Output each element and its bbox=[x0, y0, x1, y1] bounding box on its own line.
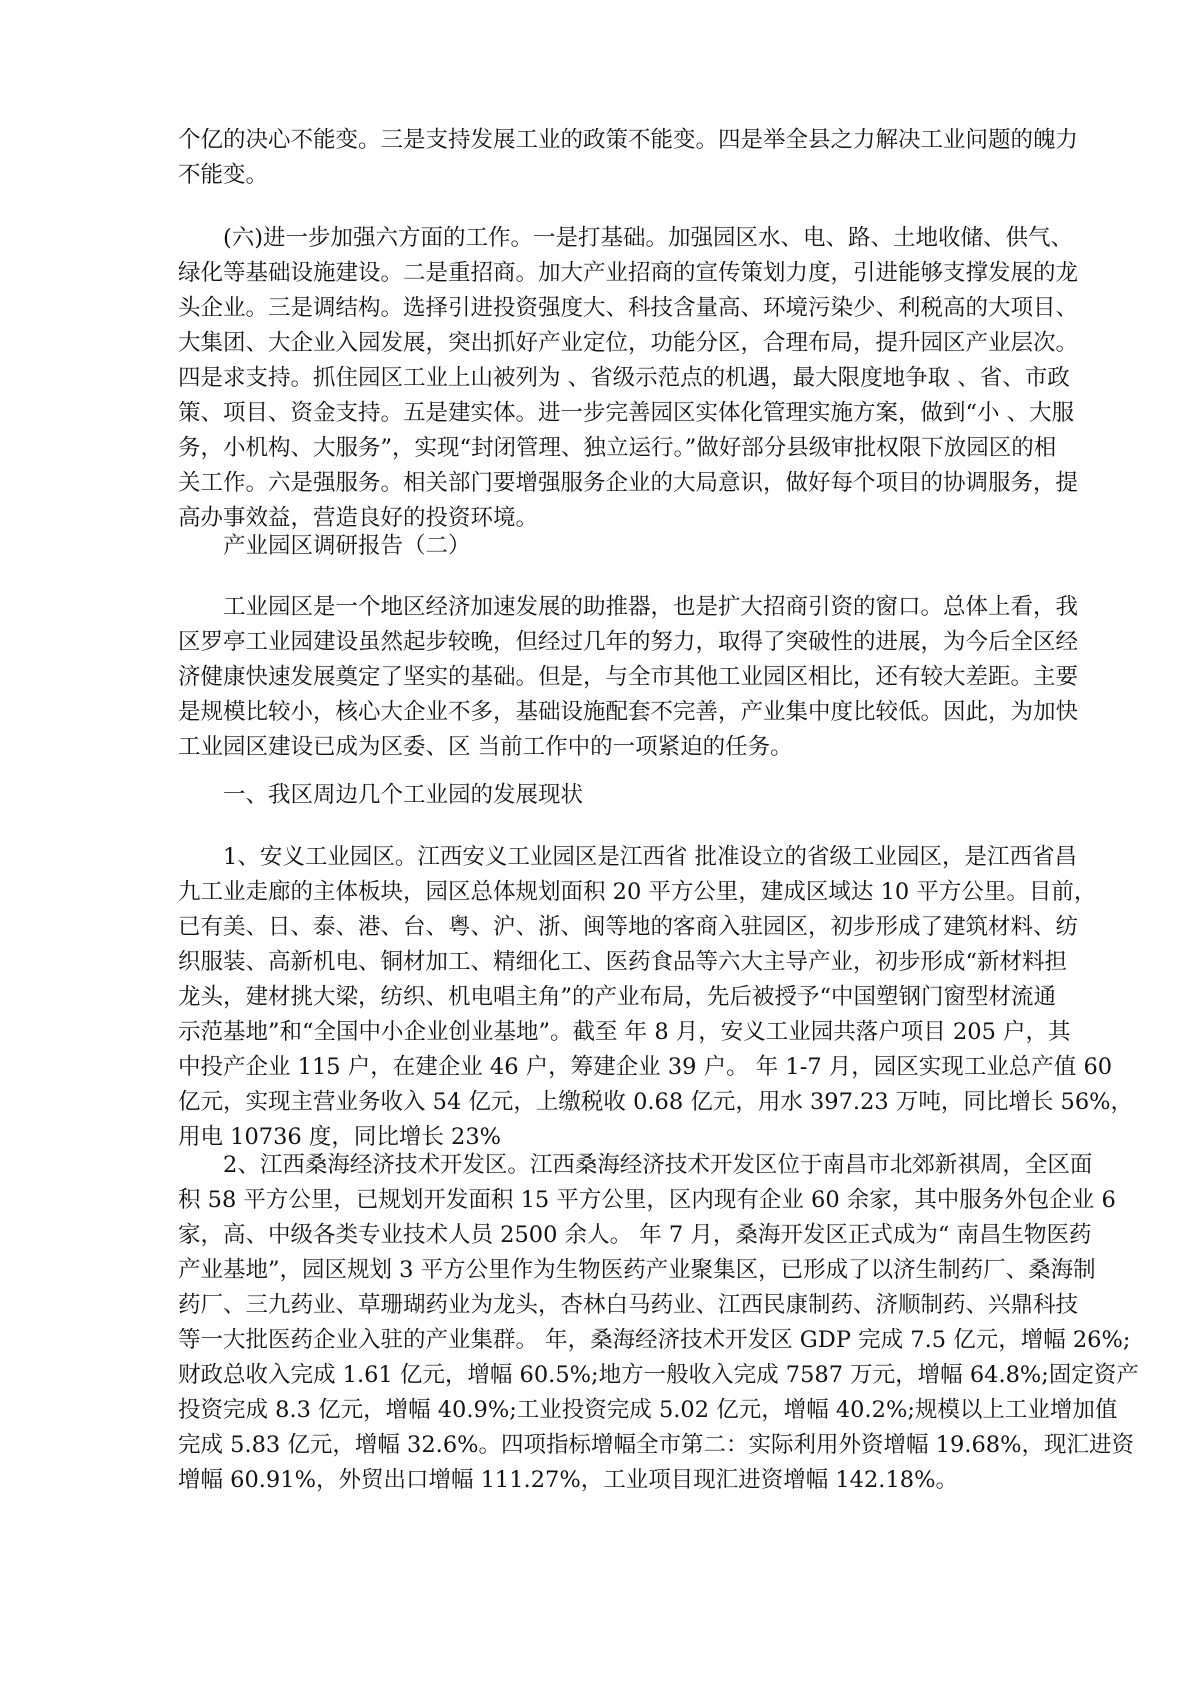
paragraph-intro-continued bbox=[178, 123, 1079, 193]
paragraph-six-aspects bbox=[178, 221, 1079, 536]
text-line: 高办事效益，营造良好的投资环境。 bbox=[178, 505, 539, 531]
text-line: 已有美、日、泰、港、台、粤、沪、浙、闽等地的客商入驻园区，初步形成了建筑材料、纺 bbox=[178, 914, 1079, 940]
subtitle-line: 产业园区调研报告（二） bbox=[223, 533, 471, 559]
text-line: 是规模比较小，核心大企业不多，基础设施配套不完善，产业集中度比较低。因此，为加快 bbox=[178, 699, 1079, 725]
text-line: 亿元，实现主营业务收入 54 亿元，上缴税收 0.68 亿元，用水 397.23 万吨，同比增长 56%， bbox=[178, 1089, 1134, 1115]
text-line: 四是求支持。抓住园区工业上山被列为 、省级示范点的机遇，最大限度地争取 、省、市政 bbox=[178, 365, 1070, 391]
paragraph-sanghai-zone bbox=[178, 1148, 1139, 1498]
text-line: 不能变。 bbox=[178, 162, 269, 188]
text-line: 药厂、三九药业、草珊瑚药业为龙头，杏林白马药业、江西民康制药、济顺制药、兴鼎科技 bbox=[178, 1292, 1079, 1318]
text-line: 九工业走廊的主体板块，园区总体规划面积 20 平方公里，建成区域达 10 平方公里。目前， bbox=[178, 879, 1097, 905]
text-line: 区罗亭工业园建设虽然起步较晚，但经过几年的努力，取得了突破性的进展，为今后全区经 bbox=[178, 629, 1079, 655]
text-line: 示范基地”和“全国中小企业创业基地”。截至 年 8 月，安义工业园共落户项目 205 户，其 bbox=[178, 1019, 1071, 1045]
text-line: 绿化等基础设施建设。二是重招商。加大产业招商的宣传策划力度，引进能够支撑发展的龙 bbox=[178, 260, 1079, 286]
text-line: 工业园区建设已成为区委、区 当前工作中的一项紧迫的任务。 bbox=[178, 734, 793, 760]
text-line: 用电 10736 度，同比增长 23% bbox=[178, 1124, 502, 1150]
text-line: 织服装、高新机电、铜材加工、精细化工、医药食品等六大主导产业，初步形成“新材料担 bbox=[178, 949, 1068, 975]
paragraph-anyi-park bbox=[178, 840, 1134, 1155]
text-line: 个亿的决心不能变。三是支持发展工业的政策不能变。四是举全县之力解决工业问题的魄力 bbox=[178, 127, 1079, 153]
text-line: 等一大批医药企业入驻的产业集群。 年，桑海经济技术开发区 GDP 完成 7.5 亿元，增幅 26%; bbox=[178, 1327, 1131, 1353]
text-line: 关工作。六是强服务。相关部门要增强服务企业的大局意识，做好每个项目的协调服务，提 bbox=[178, 470, 1079, 496]
text-line: 产业基地”，园区规划 3 平方公里作为生物医药产业聚集区，已形成了以济生制药厂、桑海制 bbox=[178, 1257, 1096, 1283]
section-heading-one bbox=[178, 778, 1018, 813]
text-line: 完成 5.83 亿元，增幅 32.6%。四项指标增幅全市第二：实际利用外资增幅 19.68%，现汇进资 bbox=[178, 1432, 1134, 1458]
heading-line: 一、我区周边几个工业园的发展现状 bbox=[223, 782, 584, 808]
text-line: 头企业。三是调结构。选择引进投资强度大、科技含量高、环境污染少、利税高的大项目、 bbox=[178, 295, 1079, 321]
text-line: (六)进一步加强六方面的工作。一是打基础。加强园区水、电、路、土地收储、供气、 bbox=[223, 225, 1074, 251]
text-line: 2、江西桑海经济技术开发区。江西桑海经济技术开发区位于南昌市北郊新祺周，全区面 bbox=[223, 1152, 1093, 1178]
text-line: 大集团、大企业入园发展，突出抓好产业定位，功能分区，合理布局，提升园区产业层次。 bbox=[178, 330, 1079, 356]
text-line: 财政总收入完成 1.61 亿元，增幅 60.5%;地方一般收入完成 7587 万元，增幅 64.8%;固定资产 bbox=[178, 1362, 1139, 1388]
text-line: 积 58 平方公里，已规划开发面积 15 平方公里，区内现有企业 60 余家，其中服务外包企业 6 bbox=[178, 1187, 1116, 1213]
text-line: 龙头，建材挑大梁，纺织、机电唱主角”的产业布局，先后被授予“中国塑钢门窗型材流通 bbox=[178, 984, 1057, 1010]
report-subtitle bbox=[178, 529, 1018, 564]
text-line: 增幅 60.91%，外贸出口增幅 111.27%，工业项目现汇进资增幅 142.18%。 bbox=[178, 1467, 958, 1493]
text-line: 工业园区是一个地区经济加速发展的助推器，也是扩大招商引资的窗口。总体上看，我 bbox=[223, 594, 1079, 620]
text-line: 务，小机构、大服务”，实现“封闭管理、独立运行。”做好部分县级审批权限下放园区的相 bbox=[178, 435, 1057, 461]
text-line: 济健康快速发展奠定了坚实的基础。但是，与全市其他工业园区相比，还有较大差距。主要 bbox=[178, 664, 1079, 690]
text-line: 投资完成 8.3 亿元，增幅 40.9%;工业投资完成 5.02 亿元，增幅 40.2%;规模以上工业增加值 bbox=[178, 1397, 1118, 1423]
text-line: 1、安义工业园区。江西安义工业园区是江西省 批准设立的省级工业园区，是江西省昌 bbox=[223, 844, 1077, 870]
text-line: 策、项目、资金支持。五是建实体。进一步完善园区实体化管理实施方案，做到“小 、大服 bbox=[178, 400, 1075, 426]
paragraph-industrial-park-overview bbox=[178, 590, 1079, 765]
text-line: 家，高、中级各类专业技术人员 2500 余人。 年 7 月，桑海开发区正式成为“ 南昌生物医药 bbox=[178, 1222, 1092, 1248]
text-line: 中投产企业 115 户，在建企业 46 户，筹建企业 39 户。 年 1-7 月，园区实现工业总产值 60 bbox=[178, 1054, 1113, 1080]
